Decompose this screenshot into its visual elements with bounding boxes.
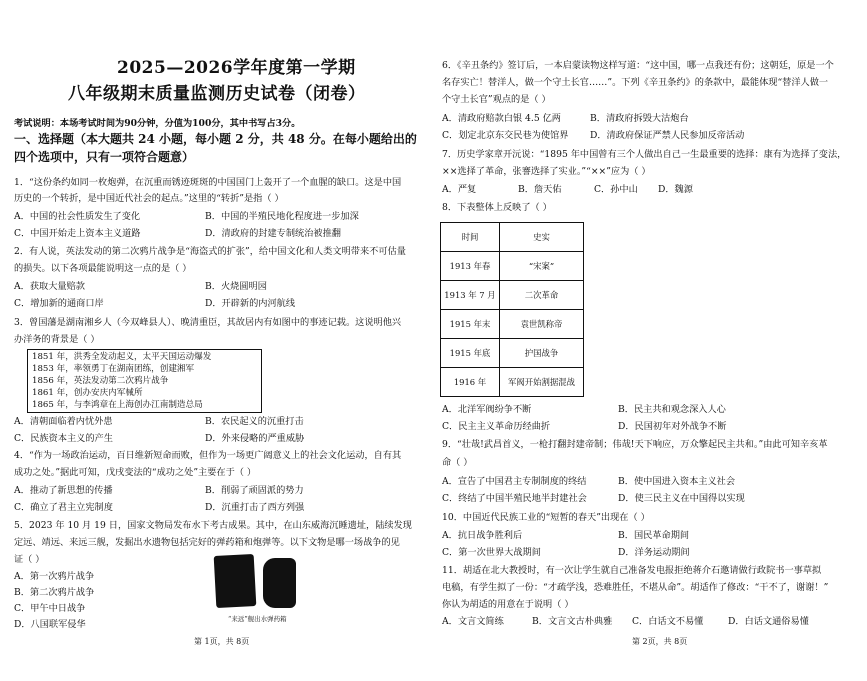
q11-line1: 11．胡适在北大教授时，有一次让学生就自己准备发电报拒绝蒋介石邀请做行政院书一事草拟: [442, 565, 822, 576]
q3-event: 1856 年，英法发动第二次鸦片战争: [32, 376, 169, 386]
q6-option-a: A．清政府赔款白银 4.5 亿两: [442, 113, 561, 124]
q8-option-c: C．民主主义革命历经曲折: [442, 421, 551, 432]
q8-option-d: D．民国初年对外战争不断: [618, 421, 727, 432]
q7-option-b: B．詹天佑: [518, 184, 562, 195]
q1-option-b: B．中国的半殖民地化程度进一步加深: [205, 211, 359, 222]
q11-line2: 电稿，有学生拟了一份：“才疏学浅，恐难胜任，不堪从命”。胡适作了修改：“干不了，谢谢！”: [442, 582, 829, 593]
q1-line2: 历史的一个转折，是中国近代社会的起点。”这里的“转折”是指（ ）: [14, 193, 284, 204]
q1-option-a: A．中国的社会性质发生了变化: [14, 211, 141, 222]
q5-line2: 定远、靖远、来远三舰，发掘出水遗物包括完好的弹药箱和炮弹等。以下文物是哪一场战争的见: [14, 537, 400, 548]
table-cell-fact: 军阀开始割据混战: [500, 368, 584, 397]
q11-option-b: B．文言文古朴典雅: [532, 616, 613, 627]
ammo-box-photo-1: [214, 554, 257, 608]
table-row: [441, 281, 584, 310]
table-cell-fact: 二次革命: [500, 281, 584, 310]
q6-line1: 6．《辛丑条约》签订后，一本启蒙读物这样写道：“这中国，哪一点我还有份；这朝廷，原是一个: [442, 60, 834, 71]
table-cell-time: 1915 年末: [441, 310, 500, 339]
q9-option-d: D．使三民主义在中国得以实现: [618, 493, 745, 504]
q1-option-c: C．中国开始走上资本主义道路: [14, 228, 141, 239]
q10-option-d: D．洋务运动期间: [618, 547, 690, 558]
q3-event: 1865 年，与李鸿章在上海创办江南制造总局: [32, 400, 203, 410]
table-header-time: 时间: [441, 223, 500, 252]
q11-option-c: C．白话文不易懂: [632, 616, 704, 627]
q3-events-box: [27, 349, 262, 413]
exam-title-year: 2025—2026学年度第一学期: [117, 58, 356, 78]
table-cell-fact: 袁世凯称帝: [500, 310, 584, 339]
q3-option-a: A．清朝面临着内忧外患: [14, 416, 113, 427]
page-footer-2: 第 2页，共 8页: [632, 637, 688, 646]
table-header-fact: 史实: [500, 223, 584, 252]
q2-option-b: B．火烧圆明园: [205, 281, 267, 292]
q2-line2: 的损失。以下各项最能说明这一点的是（ ）: [14, 263, 192, 274]
q3-event: 1853 年，率领勇丁在湖南团练，创建湘军: [32, 364, 195, 374]
q7-option-c: C．孙中山: [594, 184, 638, 195]
q6-line2: 名存实亡！替洋人，做一个守土长官……”。下列《辛丑条约》的条款中，最能体现“替洋人做一: [442, 77, 829, 88]
q5-line1: 5．2023 年 10 月 19 日，国家文物局发布水下考古成果。其中，在山东威海沉睡遗址，陆续发现: [14, 520, 412, 531]
page-footer-1: 第 1页，共 8页: [194, 637, 250, 646]
q8-option-a: A．北洋军阀纷争不断: [442, 404, 532, 415]
q9-option-a: A．宣告了中国君主专制制度的终结: [442, 476, 587, 487]
q5-option-c: C．甲午中日战争: [14, 603, 86, 614]
page-right: [432, 0, 867, 681]
q5-line3: 证（ ）: [14, 554, 45, 565]
q4-line1: 4．“作为一场政治运动，百日维新短命而败，但作为一场更广阔意义上的社会文化运动，自有其: [14, 450, 402, 461]
ammo-box-photo-2: [263, 558, 296, 608]
q10-option-c: C．第一次世界大战期间: [442, 547, 541, 558]
table-cell-fact: “宋案”: [500, 252, 584, 281]
table-row: [441, 310, 584, 339]
q7-line2: ××选择了革命，张謇选择了实业。”“××”应为（ ）: [442, 166, 651, 177]
q6-option-d: D．清政府保证严禁人民参加反帝活动: [590, 130, 745, 141]
q11-option-a: A．文言文简练: [442, 616, 504, 627]
page-left: [0, 0, 430, 681]
q9-option-b: B．使中国进入资本主义社会: [618, 476, 736, 487]
q3-option-b: B．农民起义的沉重打击: [205, 416, 304, 427]
q3-line1: 3．曾国藩是湖南湘乡人（今双峰县人）、晚清重臣，其故居内有如图中的事迹记载。这说明他兴: [14, 317, 402, 328]
q10-stem: 10．中国近代民族工业的“短暂的春天”出现在（ ）: [442, 512, 650, 523]
q3-option-d: D．外来侵略的严重威胁: [205, 433, 305, 444]
table-cell-time: 1916 年: [441, 368, 500, 397]
q6-line3: 个守土长官”观点的是（ ）: [442, 94, 551, 105]
section-heading-cont: 四个选项中，只有一项符合题意）: [14, 150, 195, 164]
q8-stem: 8．下表整体上反映了（ ）: [442, 202, 552, 213]
q7-option-a: A．严复: [442, 184, 477, 195]
q3-line2: 办洋务的背景是（ ）: [14, 334, 100, 345]
q6-option-b: B．清政府拆毁大沽炮台: [590, 113, 689, 124]
q2-line1: 2．有人说，英法发动的第二次鸦片战争是“海盗式的扩张”，给中国文化和人类文明带来不可估量: [14, 246, 406, 257]
q5-option-b: B．第二次鸦片战争: [14, 587, 95, 598]
q5-image-caption: “来远”舰出水弹药箱: [228, 615, 287, 623]
q2-option-c: C．增加新的通商口岸: [14, 298, 104, 309]
q8-history-table: [440, 222, 584, 397]
q9-option-c: C．终结了中国半殖民地半封建社会: [442, 493, 587, 504]
table-cell-time: 1913 年 7 月: [441, 281, 500, 310]
q6-option-c: C．划定北京东交民巷为使馆界: [442, 130, 569, 141]
section-heading: 一、选择题（本大题共 24 小题，每小题 2 分，共 48 分。在每小题给出的: [14, 132, 417, 146]
table-row: [441, 368, 584, 397]
q9-line1: 9．“壮哉!武昌首义，一枪打翻封建帝制；伟哉!天下响应，万众擎起民主共和。”由此可知辛亥革: [442, 439, 828, 450]
q10-option-b: B．国民革命期间: [618, 530, 690, 541]
q11-line3: 你认为胡适的用意在于说明（ ）: [442, 599, 574, 610]
exam-note: 考试说明：本场考试时间为90分钟，分值为100分，其中书写占3分。: [14, 118, 301, 129]
q4-option-b: B．削弱了顽固派的势力: [205, 485, 304, 496]
q4-option-d: D．沉重打击了西方列强: [205, 502, 305, 513]
q1-line1: 1．“这份条约如同一枚炮弹，在沉重而锈迹斑斑的中国国门上轰开了一个血腥的缺口。这是中国: [14, 177, 402, 188]
table-cell-time: 1915 年底: [441, 339, 500, 368]
q11-option-d: D．白话文通俗易懂: [728, 616, 809, 627]
table-row: [441, 339, 584, 368]
table-cell-time: 1913 年春: [441, 252, 500, 281]
table-header-row: [441, 223, 584, 252]
q3-event: 1851 年，洪秀全发动起义，太平天国运动爆发: [32, 352, 212, 362]
q7-option-d: D．魏源: [658, 184, 693, 195]
q4-option-a: A．推动了新思想的传播: [14, 485, 113, 496]
q5-option-d: D．八国联军侵华: [14, 619, 86, 630]
q10-option-a: A．抗日战争胜利后: [442, 530, 523, 541]
exam-title: 八年级期末质量监测历史试卷（闭卷）: [68, 84, 366, 104]
q4-option-c: C．确立了君主立宪制度: [14, 502, 113, 513]
q8-option-b: B．民主共和观念深入人心: [618, 404, 726, 415]
q7-line1: 7．历史学家章开沅说：“1895 年中国曾有三个人做出自己一生最重要的选择：康有为选择了变法，: [442, 149, 847, 160]
q5-option-a: A．第一次鸦片战争: [14, 571, 95, 582]
table-cell-fact: 护国战争: [500, 339, 584, 368]
q1-option-d: D．清政府的封建专制统治被推翻: [205, 228, 341, 239]
q2-option-a: A．获取大量赔款: [14, 281, 85, 292]
q9-line2: 命（ ）: [442, 457, 473, 468]
q3-option-c: C．民族资本主义的产生: [14, 433, 113, 444]
table-row: [441, 252, 584, 281]
q4-line2: 成功之处。”据此可知，戊戌变法的“成功之处”主要在于（ ）: [14, 467, 257, 478]
q2-option-d: D．开辟新的内河航线: [205, 298, 296, 309]
q3-event: 1861 年，创办安庆内军械所: [32, 388, 143, 398]
